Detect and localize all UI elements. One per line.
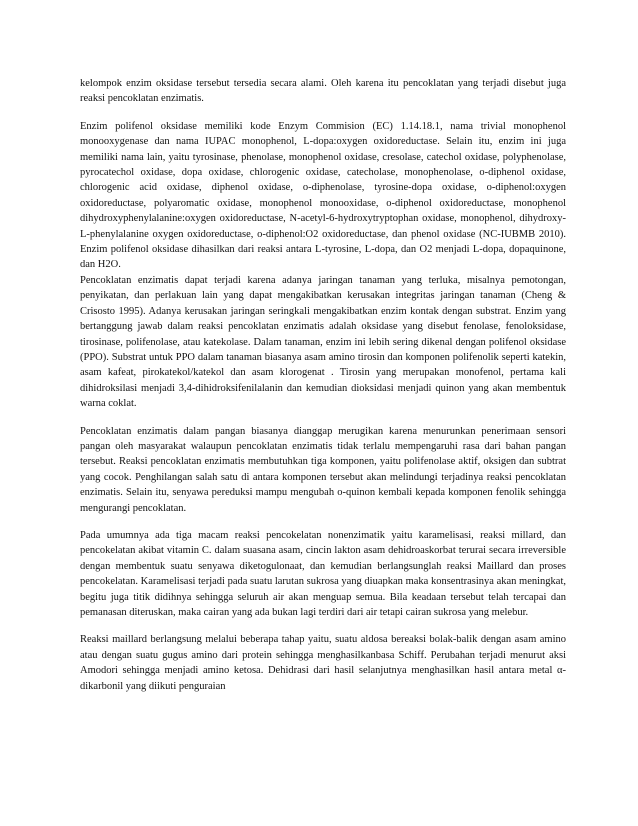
- paragraph-enzymatic-browning-cause: Pencoklatan enzimatis dapat terjadi karena adanya jaringan tanaman yang terluka, misalnya pemotongan, penyikatan, dan perlakuan lain yang dapat mengakibatkan kerusakan integritas jaringan tanaman (Cheng & Crisosto 1995). Adanya kerusakan jaringan seringkali mengakibatkan enzim kontak dengan substrat. Enzim yang bertanggung jawab dalam reaksi pencoklatan enzimatis adalah oksidase yang disebut fenolase, fenoloksidase, tirosinase, polifenolase, atau katekolase. Dalam tanaman, enzim ini lebih sering dikenal dengan polifenol oksidase (PPO). Substrat untuk PPO dalam tanaman biasanya asam amino tirosin dan komponen polifenolik seperti katekin, asam kafeat, pirokatekol/katekol dan asam klorogenat . Tirosin yang merupakan monofenol, pertama kali dihidroksilasi menjadi 3,4-dihidroksifenilalanin dan kemudian dioksidasi menjadi quinon yang akan membentuk warna coklat.: [80, 274, 566, 410]
- paragraph-enzyme-names: Enzim polifenol oksidase memiliki kode Enzym Commision (EC) 1.14.18.1, nama trivial monophenol monooxygenase dan nama IUPAC monophenol, L-dopa:oxygen oxidoreductase. Selain itu, enzim ini juga memiliki nama lain, yaitu tyrosinase, phenolase, monophenol oxidase, cresolase, catechol oxidase, polyphenolase, pyrocatechol oxidase, dopa oxidase, chlorogenic oxidase, catecholase, monophenolase, o-diphenol oxidase, chlorogenic acid oxidase, diphenol oxidase, o-diphenolase, tyrosine-dopa oxidase, o-diphenol:oxygen oxidoreductase, polyaromatic oxidase, monophenol monooxidase, o-diphenol oxidoreductase, monophenol dihydroxyphenylalanine:oxygen oxidoreductase, N-acetyl-6-hydroxytryptophan oxidase, monophenol, dihydroxy-L-phenylalanine oxygen oxidoreductase, o-diphenol:O2 oxidoreductase, dan phenol oxidase (NC-IUBMB 2010). Enzim polifenol oksidase dihasilkan dari reaksi antara L-tyrosine, L-dopa, dan O2 menjadi L-dopa, dopaquinone, dan H2O.: [80, 120, 566, 271]
- paragraph-browning-intro: kelompok enzim oksidase tersebut tersedia secara alami. Oleh karena itu pencoklatan yang terjadi disebut juga reaksi pencoklatan enzimatis.: [80, 78, 566, 105]
- document-page: [80, 76, 566, 694]
- paragraph-nonenzymatic-browning: Pada umumnya ada tiga macam reaksi pencokelatan nonenzimatik yaitu karamelisasi, reaksi millard, dan pencokelatan akibat vitamin C. dalam suasana asam, cincin lakton asam dehidroaskorbat terurai secara irreversible dengan membentuk suatu senyawa diketogulonaat, dan kemudian berlangsunglah reaksi Maillard dan proses pencokelatan. Karamelisasi terjadi pada suatu larutan sukrosa yang diuapkan maka konsentrasinya akan meningkat, begitu juga titik didihnya sehingga seluruh air akan menguap semua. Bila keadaan tersebut telah tercapai dan pemanasan diteruskan, maka cairan yang ada bukan lagi terdiri dari air tetapi cairan sukrosa yang melebur.: [80, 529, 566, 618]
- paragraph-browning-effects: Pencoklatan enzimatis dalam pangan biasanya dianggap merugikan karena menurunkan penerimaan sensori pangan oleh masyarakat walaupun pencoklatan enzimatis tidak terlalu mempengaruhi rasa dari bahan pangan tersebut. Reaksi pencoklatan enzimatis membutuhkan tiga komponen, yaitu polifenolase aktif, oksigen dan subtrat yang cocok. Penghilangan salah satu di antara komponen tersebut akan melindungi terjadinya reaksi pencoklatan enzimatis. Selain itu, senyawa pereduksi mampu mengubah o-quinon kembali kepada komponen fenolik sehingga mengurangi pencoklatan.: [80, 425, 566, 514]
- paragraph-maillard-reaction: Reaksi maillard berlangsung melalui beberapa tahap yaitu, suatu aldosa bereaksi bolak-balik dengan asam amino atau dengan suatu gugus amino dari protein sehingga menghasilkanbasa Schiff. Perubahan terjadi menurut aksi Amodori sehingga menjadi amino ketosa. Dehidrasi dari hasil selanjutnya menghasilkan hasil antara metal α-dikarbonil yang diikuti penguraian: [80, 634, 566, 692]
